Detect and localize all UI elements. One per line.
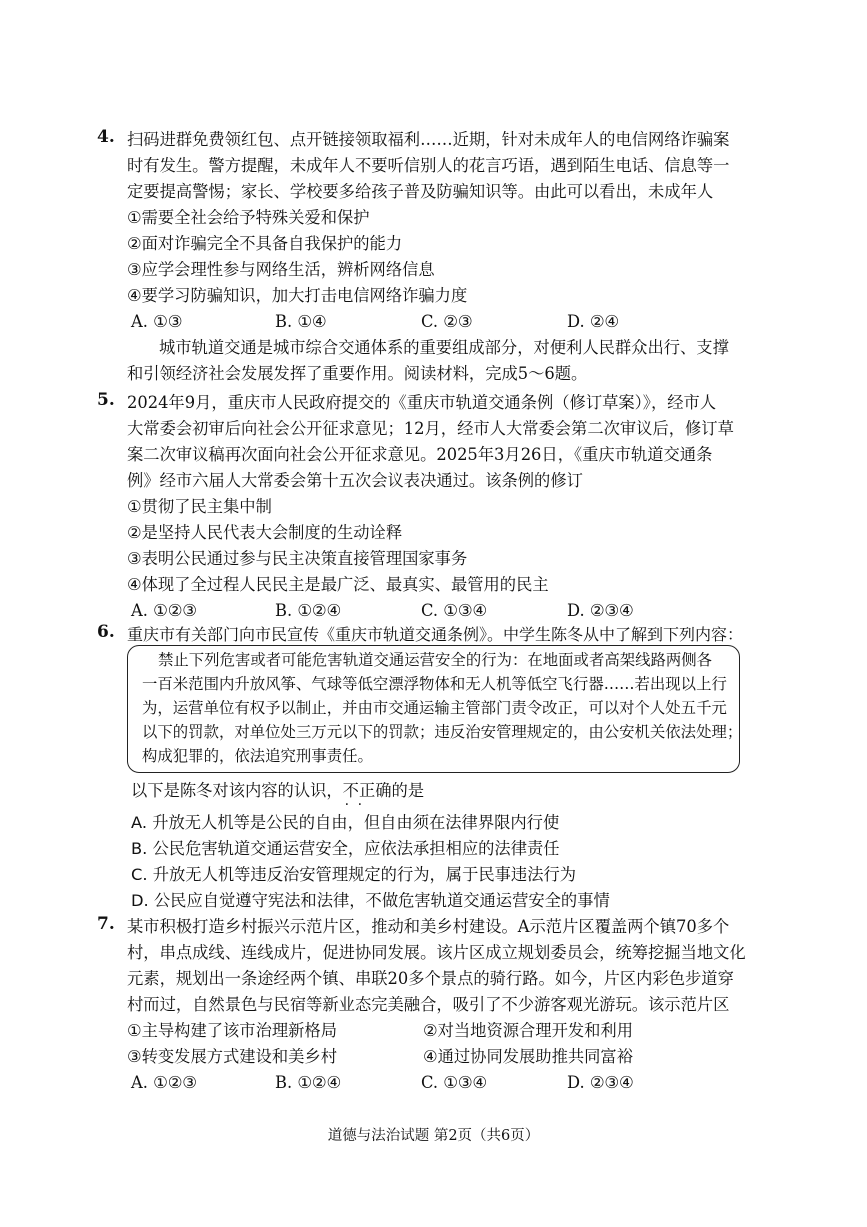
question-4-stem-line-1: 扫码进群免费领红包、点开链接领取福利……近期，针对未成年人的电信网络诈骗案	[127, 130, 730, 149]
question-6-number: 6.	[97, 622, 115, 642]
question-6-option-d[interactable]: D. 公民应自觉遵守宪法和法律，不做危害轨道交通运营安全的事情	[131, 891, 610, 910]
question-5-item-1: ①贯彻了民主集中制	[127, 497, 272, 516]
page-footer: 道德与法治试题 第2页（共6页）	[327, 1128, 540, 1144]
excerpt-line-1: 禁止下列危害或者可能危害轨道交通运营安全的行为：在地面或者高架线路两侧各	[158, 651, 713, 669]
question-6-prompt	[131, 778, 424, 804]
question-5-stem-line-4: 例》经市六届人大常委会第十五次会议表决通过。该条例的修订	[127, 471, 583, 490]
question-7-stem-line-2: 村，串点成线、连线成片，促进协同发展。该片区成立规划委员会，统筹挖掘当地文化	[127, 943, 746, 962]
question-4-option-b[interactable]: B. ①④	[275, 312, 327, 331]
material-line-2: 和引领经济社会发展发挥了重要作用。阅读材料，完成5～6题。	[127, 364, 588, 383]
excerpt-line-4: 以下的罚款，对单位处三万元以下的罚款；违反治安管理规定的，由公安机关依法处理；	[142, 723, 743, 741]
question-4-number: 4.	[97, 127, 115, 147]
question-7-stem-line-3: 元素，规划出一条途经两个镇、串联20多个景点的骑行路。如今，片区内彩色步道穿	[127, 969, 734, 988]
question-5-stem-line-3: 案二次审议稿再次面向社会公开征求意见。2025年3月26日，《重庆市轨道交通条	[127, 445, 713, 464]
regulation-excerpt-box	[127, 645, 743, 773]
question-4-item-2: ②面对诈骗完全不具备自我保护的能力	[127, 234, 403, 253]
question-7-item-4: ④通过协同发展助推共同富裕	[423, 1047, 633, 1066]
question-4-stem-line-3: 定要提高警惕；家长、学校要多给孩子普及防骗知识等。由此可以看出，未成年人	[127, 182, 714, 201]
question-5-item-4: ④体现了全过程人民民主是最广泛、最真实、最管用的民主	[127, 575, 549, 594]
question-4-option-a[interactable]: A. ①③	[131, 312, 183, 331]
question-5-item-3: ③表明公民通过参与民主决策直接管理国家事务	[127, 549, 468, 568]
question-7-item-3: ③转变发展方式建设和美乡村	[127, 1047, 337, 1066]
question-4-item-4: ④要学习防骗知识，加大打击电信网络诈骗力度	[127, 286, 468, 305]
question-5-option-c[interactable]: C. ①③④	[421, 601, 488, 620]
question-4-item-3: ③应学会理性参与网络生活，辨析网络信息	[127, 260, 435, 279]
question-6-option-a[interactable]: A. 升放无人机等是公民的自由，但自由须在法律界限内行使	[131, 813, 560, 832]
question-7-option-b[interactable]: B. ①②④	[275, 1073, 342, 1092]
question-7-item-1: ①主导构建了该市治理新格局	[127, 1021, 337, 1040]
excerpt-line-2: 一百米范围内升放风筝、气球等低空漂浮物体和无人机等低空飞行器……若出现以上行	[142, 675, 727, 693]
question-5-stem-line-1: 2024年9月，重庆市人民政府提交的《重庆市轨道交通条例（修订草案）》，经市人	[127, 393, 717, 412]
question-6-prompt-emphasis: 不正确 · ·	[343, 778, 392, 804]
question-5-option-b[interactable]: B. ①②④	[275, 601, 342, 620]
question-7-option-d[interactable]: D. ②③④	[567, 1073, 634, 1092]
question-4-option-c[interactable]: C. ②③	[421, 312, 473, 331]
question-7-option-c[interactable]: C. ①③④	[421, 1073, 488, 1092]
question-4-option-d[interactable]: D. ②④	[567, 312, 620, 331]
question-6-prompt-post: 的是	[391, 781, 425, 800]
question-7-number: 7.	[97, 914, 115, 934]
question-7-option-a[interactable]: A. ①②③	[131, 1073, 197, 1092]
question-7-stem-line-4: 村而过，自然景色与民宿等新业态完美融合，吸引了不少游客观光游玩。该示范片区	[127, 995, 730, 1014]
question-7-stem-line-1: 某市积极打造乡村振兴示范片区，推动和美乡村建设。A示范片区覆盖两个镇70多个	[127, 917, 730, 936]
excerpt-line-3: 为，运营单位有权予以制止，并由市交通运输主管部门责令改正，可以对个人处五千元	[142, 699, 727, 717]
material-line-1: 城市轨道交通是城市综合交通体系的重要组成部分，对便利人民群众出行、支撑	[159, 338, 729, 357]
excerpt-line-5: 构成犯罪的，依法追究刑事责任。	[142, 747, 373, 765]
question-6-option-b[interactable]: B. 公民危害轨道交通运营安全，应依法承担相应的法律责任	[131, 839, 560, 858]
question-6-prompt-pre: 以下是陈冬对该内容的认识，	[131, 781, 343, 800]
question-5-stem-line-2: 大常委会初审后向社会公开征求意见；12月，经市人大常委会第二次审议后，修订草	[127, 419, 734, 438]
question-5-item-2: ②是坚持人民代表大会制度的生动诠释	[127, 523, 403, 542]
question-5-number: 5.	[97, 390, 115, 410]
question-4-item-1: ①需要全社会给予特殊关爱和保护	[127, 208, 370, 227]
question-6-stem: 重庆市有关部门向市民宣传《重庆市轨道交通条例》。中学生陈冬从中了解到下列内容：	[127, 625, 744, 644]
question-5-option-d[interactable]: D. ②③④	[567, 601, 634, 620]
question-5-option-a[interactable]: A. ①②③	[131, 601, 197, 620]
question-7-item-2: ②对当地资源合理开发和利用	[423, 1021, 633, 1040]
question-4-stem-line-2: 时有发生。警方提醒，未成年人不要听信别人的花言巧语，遇到陌生电话、信息等一	[127, 156, 730, 175]
question-6-option-c[interactable]: C. 升放无人机等违反治安管理规定的行为，属于民事违法行为	[131, 865, 577, 884]
